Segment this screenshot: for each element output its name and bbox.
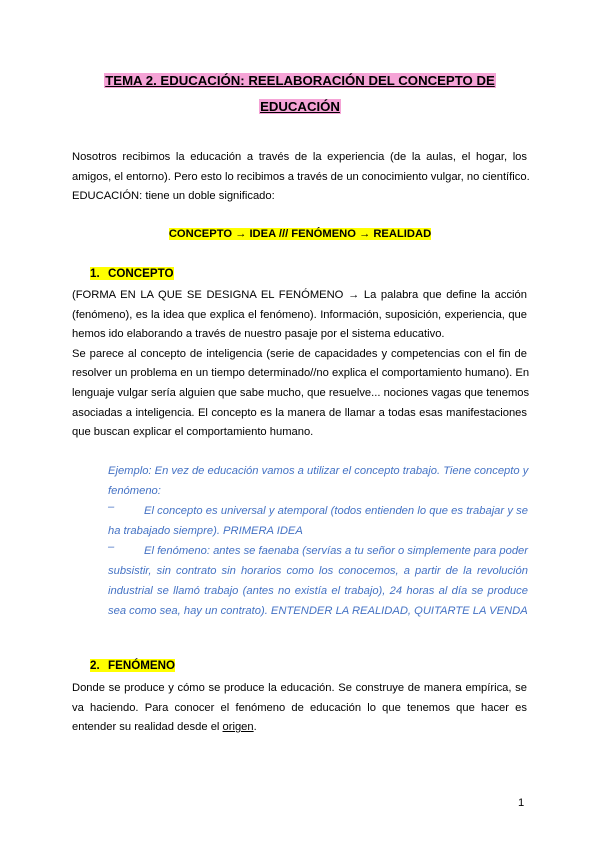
fenomeno-line: Donde se produce y cómo se produce la educación. Se construye de manera empírica, se [72,682,527,694]
section-heading-fenomeno [90,659,175,672]
example-bullet-2 [144,541,528,561]
example-line: industrial se llamó trabajo (antes no existía el trabajo), 24 horas al día se produce [108,585,528,597]
concept-idea-text: CONCEPTO → IDEA /// FENÓMENO → REALIDAD [168,228,432,240]
example-line: sea como sea, hay un contrato). ENTENDER LA REALIDAD, QUITARTE LA VENDA [108,605,528,617]
section-title: CONCEPTO [108,267,174,280]
concepto-line: que buscan explicar el comportamiento humano. [72,426,314,439]
fenomeno-paragraph [72,679,527,738]
origen-link[interactable]: origen [222,721,254,734]
page-number: 1 [518,797,525,809]
fenomeno-last-suffix: . [253,721,257,734]
intro-paragraph [72,148,530,207]
example-bullet-1 [144,501,528,521]
title-line-1: TEMA 2. EDUCACIÓN: REELABORACIÓN DEL CONCEPTO DE [105,73,495,88]
concept-idea-line [0,228,600,240]
bullet-dash: – [108,541,115,553]
page-title-continued [0,99,600,114]
concepto-paragraph [72,286,530,443]
section-title: FENÓMENO [108,659,175,672]
concepto-line: asociadas a inteligencia. El concepto es la manera de llamar a todas esas manifestaciones [72,406,527,419]
concepto-line: hemos ido elaborando a través de nuestro pasaje por el sistema educativo. [72,328,445,341]
example-line: fenómeno: [108,485,161,497]
example-line: subsistir, sin contrato sin horarios como los conocemos, a partir de la revolución [108,565,528,577]
concepto-line: lenguaje vulgar sería alguien que sabe mucho, que resuelve... nociones vagas que tenemos [72,386,530,399]
bullet-dash: – [108,501,115,513]
example-line: El concepto es universal y atemporal (todos entienden lo que es trabajar y se [144,505,528,517]
intro-line: EDUCACIÓN: tiene un doble significado: [72,190,275,203]
fenomeno-line [72,718,527,738]
concepto-line: resolver un problema en un tiempo determinado//no explica el comportamiento humano). En [72,367,530,380]
example-line: Ejemplo: En vez de educación vamos a utilizar el concepto trabajo. Tiene concepto y [108,465,529,477]
page-title [0,73,600,88]
concepto-line: (fenómeno), es la idea que explica el fenómeno). Información, suposición, experiencia, que [72,308,527,321]
intro-line: amigos, el entorno). Pero esto lo recibimos a través de un conocimiento vulgar, no científico. [72,170,530,183]
title-line-2: EDUCACIÓN [260,99,340,114]
concepto-line: (FORMA EN LA QUE SE DESIGNA EL FENÓMENO → La palabra que define la acción [72,289,527,301]
intro-line: Nosotros recibimos la educación a través de la experiencia (de la aulas, el hogar, los [72,151,527,163]
fenomeno-line: va haciendo. Para conocer el fenómeno de educación lo que tenemos que hacer es [72,701,527,714]
fenomeno-last-prefix: entender su realidad desde el [72,721,223,734]
concepto-line: Se parece al concepto de inteligencia (serie de capacidades y competencias con el fin de [72,347,527,360]
example-bullet-1-continued [108,521,528,541]
section-heading-concepto [90,267,174,280]
example-line: ha trabajado siempre). PRIMERA IDEA [108,525,303,537]
example-intro [108,461,528,501]
example-line: El fenómeno: antes se faenaba (servías a tu señor o simplemente para poder [144,545,528,557]
section-number: 1. [90,267,108,280]
example-bullet-2-continued [108,561,528,621]
section-number: 2. [90,659,108,672]
